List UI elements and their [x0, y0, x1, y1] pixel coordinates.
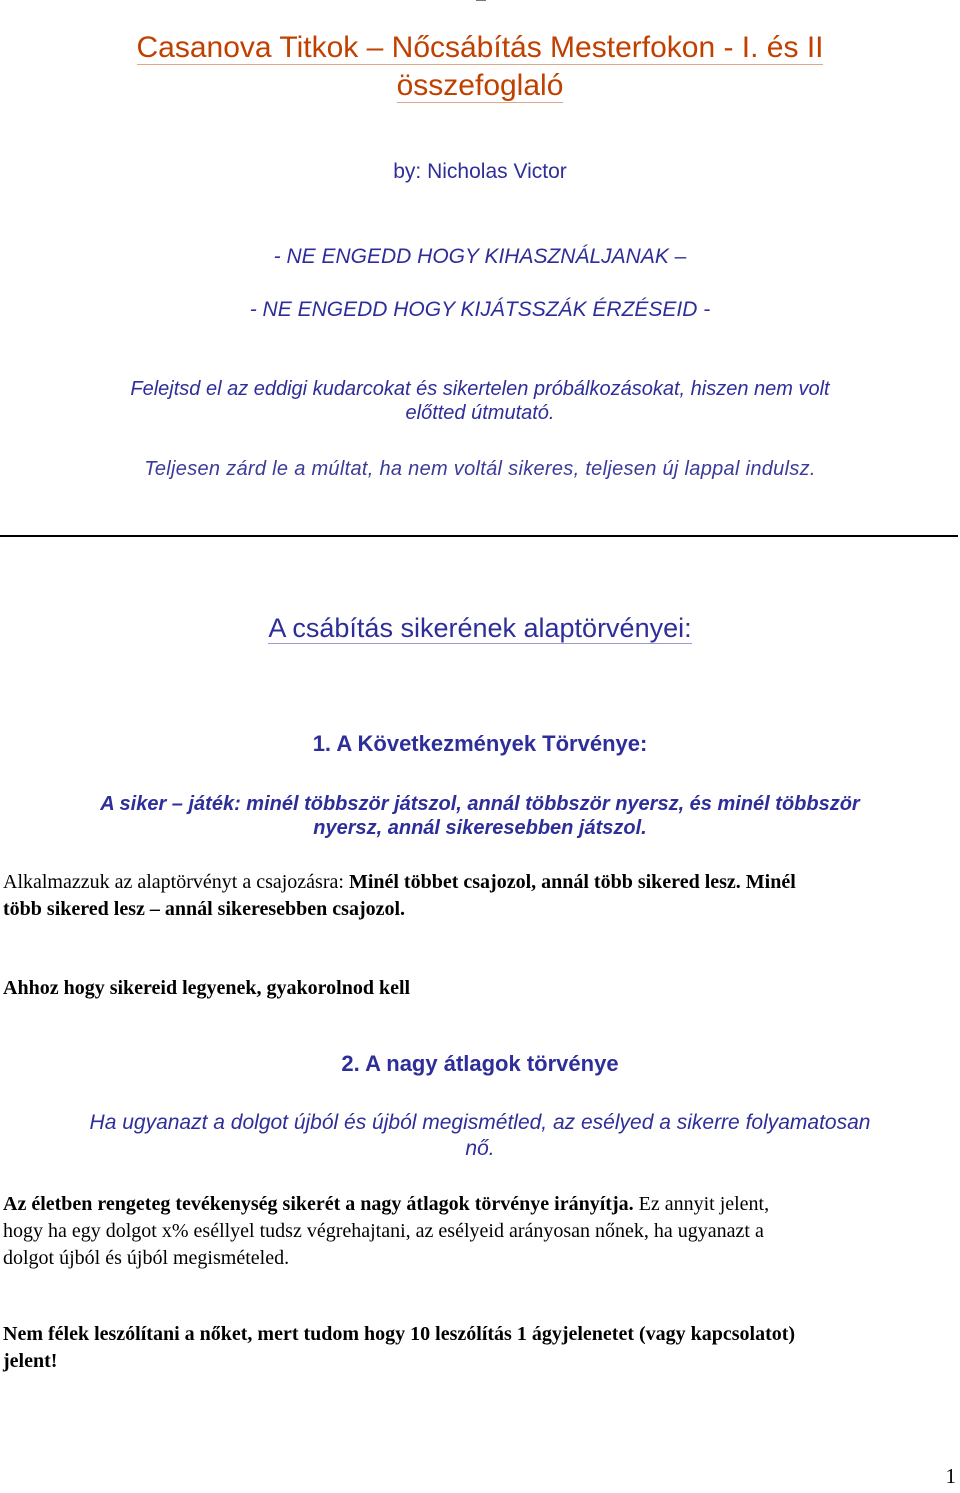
- intro-line-1: Felejtsd el az eddigi kudarcokat és sikertelen próbálkozásokat, hiszen nem volt: [130, 378, 830, 400]
- application-bold-1: Minél többet csajozol, annál több sikered lesz. Minél: [348, 871, 796, 893]
- section-title: [0, 613, 960, 644]
- horizontal-rule: [0, 535, 958, 537]
- law-1-quote-line-2: nyersz, annál sikeresebben játszol.: [313, 817, 647, 839]
- page-number: 1: [945, 1464, 956, 1488]
- title-line-2: összefoglaló: [396, 69, 564, 102]
- intro-line-2: előtted útmutató.: [405, 402, 555, 424]
- closing-line-2: jelent!: [3, 1350, 58, 1372]
- section-title-text: A csábítás sikerének alaptörvényei:: [268, 613, 692, 643]
- closing-statement: [3, 1321, 953, 1375]
- law-2-quote-line-2: nő.: [465, 1137, 495, 1160]
- law-2-quote: [0, 1110, 960, 1162]
- closing-line-1: Nem félek leszólítani a nőket, mert tudom hogy 10 leszólítás 1 ágyjelenetet (vagy kapcsolatot): [3, 1323, 796, 1345]
- law-1-quote-line-1: A siker – játék: minél többször játszol, annál többször nyersz, és minél többször: [100, 793, 860, 815]
- explanation-bold: Az életben rengeteg tevékenység sikerét a nagy átlagok törvénye irányítja.: [3, 1193, 634, 1215]
- explanation-line-3: dolgot újból és újból megismételed.: [3, 1247, 290, 1269]
- law-2-explanation: [3, 1191, 953, 1272]
- intro-paragraph-2: Teljesen zárd le a múltat, ha nem voltál sikeres, teljesen új lappal indulsz.: [144, 458, 816, 480]
- law-2-quote-line-1: Ha ugyanazt a dolgot újból és újból megismétled, az esélyed a sikerre folyamatosan: [89, 1111, 871, 1134]
- law-2-heading: 2. A nagy átlagok törvénye: [341, 1051, 619, 1076]
- page-corner-mark: [476, 0, 486, 1]
- explanation-line-2: hogy ha egy dolgot x% eséllyel tudsz végrehajtani, az esélyeid arányosan nőnek, ha ugyanazt a: [3, 1220, 764, 1242]
- law-1-quote: [0, 792, 960, 840]
- title-line-1: Casanova Titkok – Nőcsábítás Mesterfokon - I. és II: [136, 31, 824, 64]
- law-1-heading: 1. A Következmények Törvénye:: [312, 731, 648, 756]
- caps-line-2: - NE ENGEDD HOGY KIJÁTSSZÁK ÉRZÉSEID -: [249, 298, 711, 321]
- application-bold-2: több sikered lesz – annál sikeresebben csajozol.: [3, 898, 406, 920]
- application-prefix: Alkalmazzuk az alaptörvényt a csajozásra:: [3, 871, 349, 893]
- law-1-application: [3, 869, 953, 923]
- law-1-practice: Ahhoz hogy sikereid legyenek, gyakorolnod kell: [3, 977, 411, 999]
- intro-paragraph: [0, 377, 960, 425]
- byline: by: Nicholas Victor: [393, 160, 567, 183]
- document-title: [0, 29, 960, 105]
- explanation-rest-1: Ez annyit jelent,: [633, 1193, 770, 1215]
- caps-line-1: - NE ENGEDD HOGY KIHASZNÁLJANAK –: [273, 245, 687, 268]
